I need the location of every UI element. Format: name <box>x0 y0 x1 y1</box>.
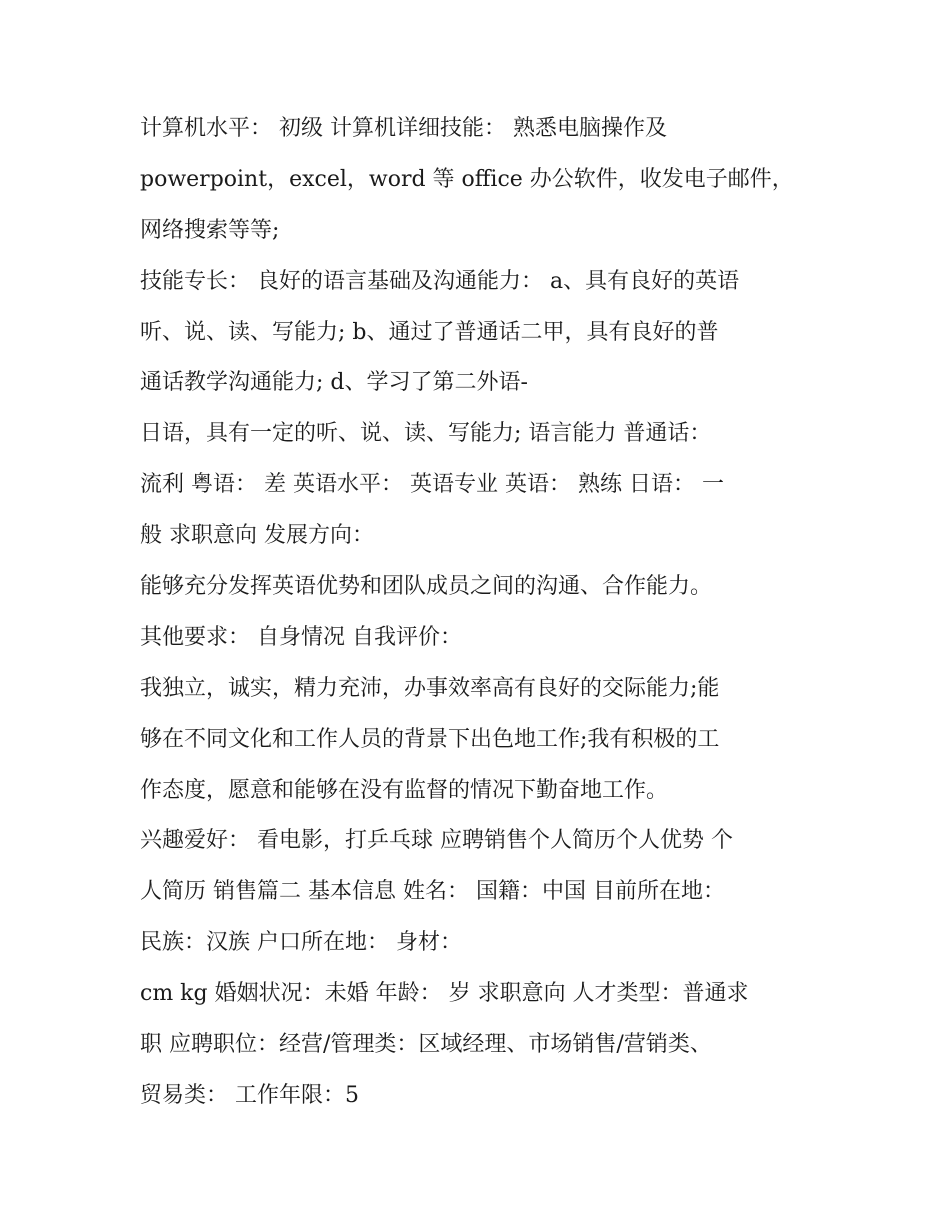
text-line: 日语，具有一定的听、说、读、写能力; 语言能力 普通话： <box>140 421 712 447</box>
text-line: 兴趣爱好： 看电影，打乒乓球 应聘销售个人简历个人优势 个 <box>140 828 733 854</box>
text-line: 听、说、读、写能力; b、通过了普通话二甲，具有良好的普 <box>140 319 719 345</box>
text-line: 通话教学沟通能力; d、学习了第二外语- <box>140 370 528 396</box>
text-line: 我独立，诚实，精力充沛，办事效率高有良好的交际能力;能 <box>140 675 720 701</box>
text-line: 职 应聘职位：经营/管理类：区域经理、市场销售/营销类、 <box>140 1032 712 1058</box>
text-line: 技能专长： 良好的语言基础及沟通能力： a、具有良好的英语 <box>140 268 740 294</box>
text-line: 网络搜索等等; <box>140 217 280 243</box>
text-line: cm kg 婚姻状况：未婚 年龄： 岁 求职意向 人才类型：普通求 <box>140 981 749 1007</box>
text-line: 贸易类： 工作年限：5 <box>140 1082 359 1108</box>
text-line: 能够充分发挥英语优势和团队成员之间的沟通、合作能力。 <box>140 574 713 600</box>
text-line: 作态度，愿意和能够在没有监督的情况下勤奋地工作。 <box>140 777 669 803</box>
text-line: powerpoint，excel，word 等 office 办公软件，收发电子邮件， <box>140 166 794 192</box>
text-line: 够在不同文化和工作人员的背景下出色地工作;我有积极的工 <box>140 726 720 752</box>
text-line: 流利 粤语： 差 英语水平： 英语专业 英语： 熟练 日语： 一 <box>140 472 724 498</box>
text-line: 人简历 销售篇二 基本信息 姓名： 国籍：中国 目前所在地： <box>140 879 725 905</box>
text-line: 民族：汉族 户口所在地： 身材： <box>140 930 462 956</box>
resume-text-block <box>140 104 820 1122</box>
text-line: 般 求职意向 发展方向： <box>140 523 374 549</box>
text-line: 其他要求： 自身情况 自我评价： <box>140 624 462 650</box>
text-line: 计算机水平： 初级 计算机详细技能： 熟悉电脑操作及 <box>140 116 667 141</box>
